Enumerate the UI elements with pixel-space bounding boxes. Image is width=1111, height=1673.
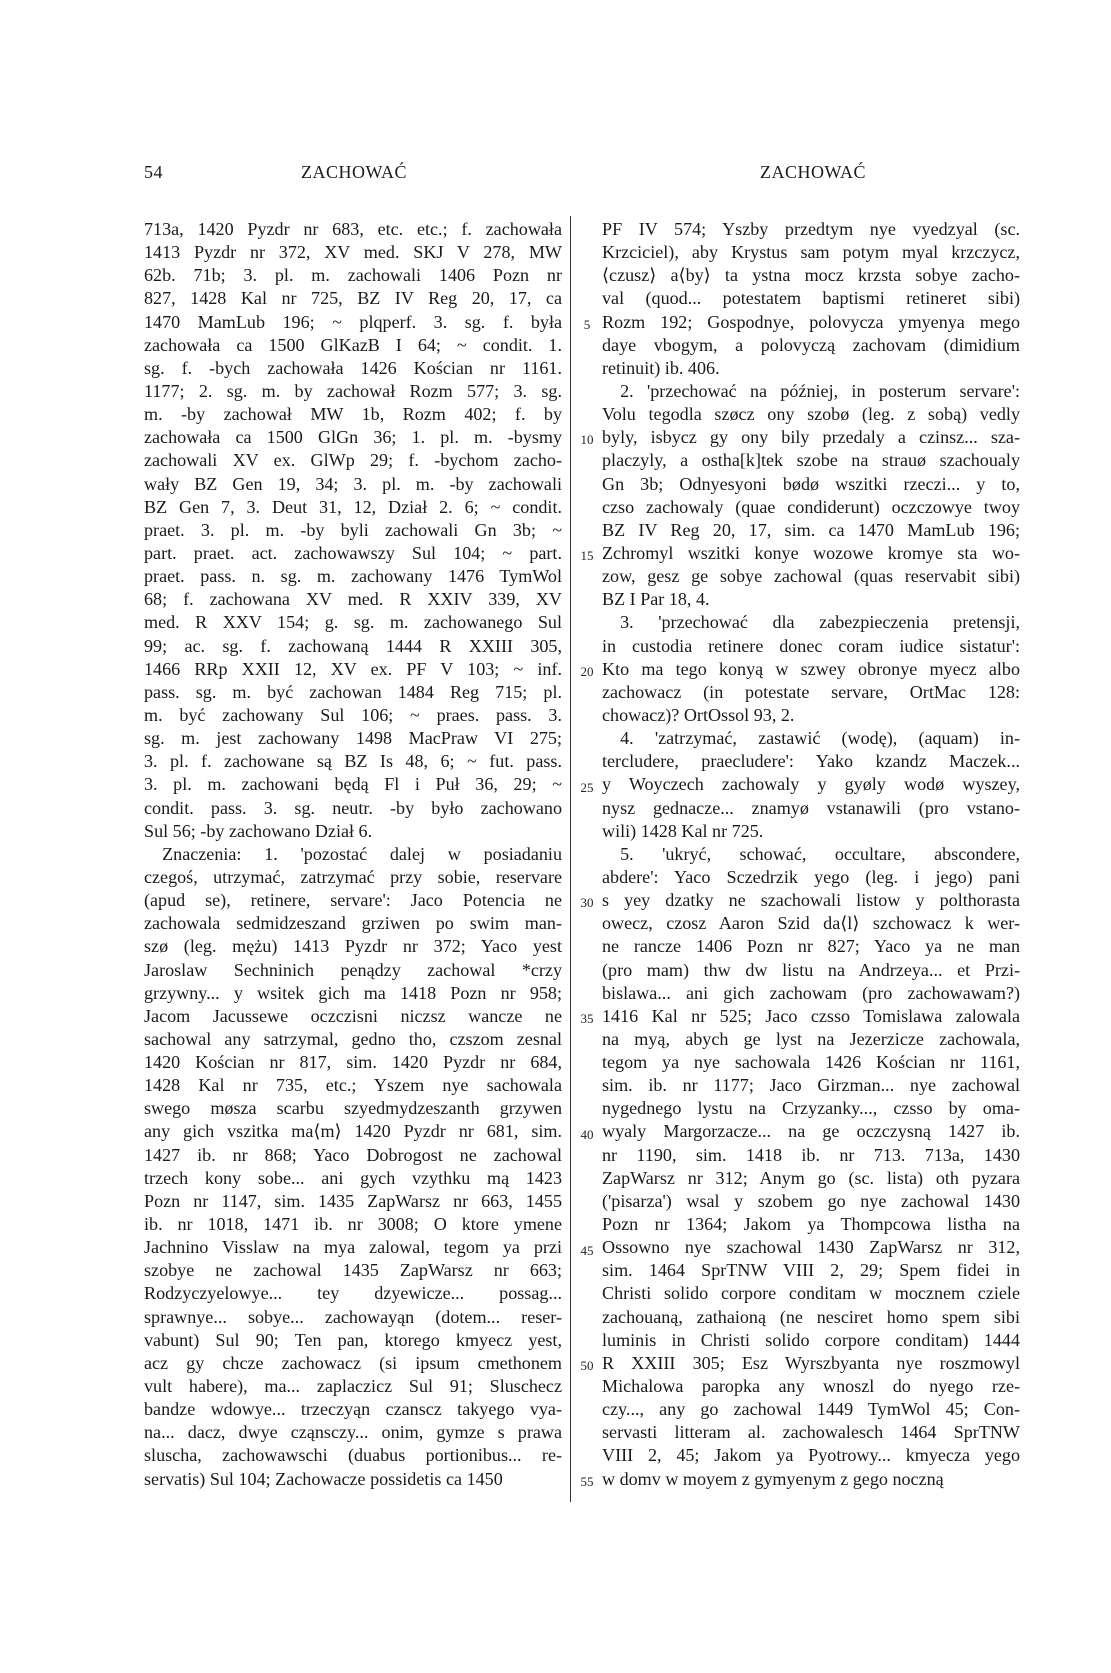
text-line: sprawnye... sobye... zachowayąn (dotem... reser-: [144, 1306, 562, 1327]
text-line: 1416 Kal nr 525; Jaco czsso Tomislawa zalowala: [602, 1005, 1020, 1026]
text-line: VIII 2, 45; Jakom ya Pyotrowy... kmyecza yego: [602, 1445, 1020, 1466]
text-line: szobye ne zachowal 1435 ZapWarsz nr 663;: [144, 1260, 562, 1281]
text-line: 1413 Pyzdr nr 372, XV med. SKJ V 278, MW: [144, 242, 562, 263]
text-line: sim. 1464 SprTNW VIII 2, 29; Spem fidei in: [602, 1260, 1020, 1281]
text-line: Volu tegodla szøcz ony szobø (leg. z sobą) vedly: [602, 404, 1020, 425]
text-line: czso zachowaly (quae condiderunt) oczczowye twoy: [602, 496, 1020, 517]
text-line: acz gy chcze zachowacz (si ipsum cmethonem: [144, 1352, 562, 1373]
text-line: szø (leg. mężu) 1413 Pyzdr nr 372; Yaco yest: [144, 936, 562, 957]
text-line: 3. pl. f. zachowane są BZ Is 48, 6; ~ fut. pass.: [144, 751, 562, 772]
text-line: zachowacz (in potestate servare, OrtMac 128:: [602, 681, 1020, 702]
text-line: 3. pl. m. zachowani będą Fl i Puł 36, 29; ~: [144, 774, 562, 795]
line-number: 50: [580, 1358, 594, 1374]
text-line: condit. pass. 3. sg. neutr. -by było zachowano: [144, 797, 562, 818]
text-line: Sul 56; -by zachowano Dział 6.: [144, 820, 373, 841]
text-line: Rodzyczyelowye... tey dzyewicze... possag...: [144, 1283, 562, 1304]
text-line: wili) 1428 Kal nr 725.: [602, 820, 764, 841]
column-rule: [570, 216, 571, 1502]
text-line: praet. 3. pl. m. -by byli zachowali Gn 3b; ~: [144, 519, 562, 540]
text-line: Rozm 192; Gospodnye, polovycza ymyenya mego: [602, 311, 1020, 332]
text-line: Krzciciel), aby Krystus sam potym myal krzczycz,: [602, 242, 1020, 263]
text-line: m. -by zachował MW 1b, Rozm 402; f. by: [144, 404, 562, 425]
text-line: 2. 'przechować na później, in posterum servare':: [602, 380, 1020, 401]
text-line: sim. ib. nr 1177; Jaco Girzman... nye zachowal: [602, 1075, 1020, 1096]
line-number: 10: [580, 432, 594, 448]
text-line: ne rancze 1406 Pozn nr 827; Yaco ya ne man: [602, 936, 1020, 957]
line-number: 40: [580, 1126, 594, 1142]
text-line: 713a, 1420 Pyzdr nr 683, etc. etc.; f. zachowała: [144, 219, 562, 239]
text-line: nygednego lystu na Crzyzanky..., czsso by oma-: [602, 1098, 1020, 1119]
line-number: 15: [580, 548, 594, 564]
text-line: R XXIII 305; Esz Wyrszbyanta nye roszmowyl: [602, 1352, 1020, 1373]
text-line: servasti litteram al. zachowalesch 1464 SprTNW: [602, 1422, 1020, 1443]
text-line: Ossowno nye szachowal 1430 ZapWarsz nr 312,: [602, 1237, 1020, 1258]
line-number: 25: [580, 779, 594, 795]
text-line: Gn 3b; Odnyesyoni bødø wszitki rzeczi... y to,: [602, 473, 1020, 494]
text-line: Znaczenia: 1. 'pozostać dalej w posiadaniu: [144, 843, 562, 864]
text-line: 1420 Kościan nr 817, sim. 1420 Pyzdr nr 684,: [144, 1052, 562, 1073]
line-number: 20: [580, 663, 594, 679]
text-line: part. praet. act. zachowawszy Sul 104; ~ part.: [144, 542, 562, 563]
text-line: (apud se), retinere, servare': Jaco Potencia ne: [144, 890, 562, 911]
text-line: 1466 RRp XXII 12, XV ex. PF V 103; ~ inf.: [144, 658, 562, 679]
text-line: nr 1190, sim. 1418 ib. nr 713. 713a, 1430: [602, 1144, 1020, 1165]
text-line: med. R XXV 154; g. sg. m. zachowanego Sul: [144, 612, 562, 633]
text-line: 1427 ib. nr 868; Yaco Dobrogost ne zachowal: [144, 1144, 562, 1165]
text-line: nysz gednacze... znamyø vstanawili (pro vstano-: [602, 797, 1020, 818]
line-number: 5: [583, 316, 591, 332]
text-line: BZ Gen 7, 3. Deut 31, 12, Dział 2. 6; ~ condit.: [144, 496, 562, 517]
text-line: ('pisarza') wsal y szobem go nye zachowal 1430: [602, 1190, 1020, 1211]
text-line: (pro mam) thw dw listu na Andrzeya... et Przi-: [602, 959, 1020, 980]
text-line: Kto ma tego konyą w szwey obronye myecz albo: [602, 658, 1020, 679]
text-line: tercludere, praecludere': Yako kzandz Maczek...: [602, 751, 1020, 772]
text-line: 62b. 71b; 3. pl. m. zachowali 1406 Pozn nr: [144, 265, 562, 286]
text-line: 1470 MamLub 196; ~ plqperf. 3. sg. f. była: [144, 311, 562, 332]
text-line: zachowala sedmidzeszand grziwen po swim man-: [144, 913, 562, 934]
text-line: 4. 'zatrzymać, zastawić (wodę), (aquam) in-: [602, 728, 1020, 749]
text-line: 1177; 2. sg. m. by zachował Rozm 577; 3. sg.: [144, 380, 562, 401]
text-line: any gich vszitka ma⟨m⟩ 1420 Pyzdr nr 681, sim.: [144, 1121, 562, 1142]
line-number: 55: [580, 1474, 594, 1490]
running-head-left: ZACHOWAĆ: [301, 162, 407, 182]
text-line: zachowali XV ex. GlWp 29; f. -bychom zacho-: [144, 450, 562, 471]
text-line: 827, 1428 Kal nr 725, BZ IV Reg 20, 17, ca: [144, 288, 562, 309]
text-line: luminis in Christi solido corpore conditam) 1444: [602, 1329, 1020, 1350]
page-number: 54: [144, 162, 163, 182]
text-line: daye vbogym, a polovyczą zachovam (dimidium: [602, 334, 1020, 355]
text-line: wyaly Margorzacze... na ge oczczysną 1427 ib.: [602, 1121, 1020, 1142]
text-line: vult habere), ma... zaplaczicz Sul 91; Sluschecz: [144, 1376, 562, 1397]
text-line: vabunt) Sul 90; Ten pan, ktorego kmyecz yest,: [144, 1329, 562, 1350]
text-line: y Woyczech zachowaly y gyøly wodø wyszey,: [602, 774, 1020, 795]
text-line: ib. nr 1018, 1471 ib. nr 3008; O ktore ymene: [144, 1214, 562, 1235]
text-line: sachowal any satrzymal, gedno tho, czszom zesnal: [144, 1028, 562, 1049]
text-line: byly, isbycz gy ony bily przedaly a czinsz... sza-: [602, 427, 1020, 448]
text-line: na myą, abych ge lyst na Jezerzicze zachowala,: [602, 1028, 1020, 1049]
text-line: zow, gesz ge sobye zachowal (quas reservabit sibi): [602, 566, 1020, 587]
text-line: abdere': Yaco Sczedrzik yego (leg. i jego) pani: [602, 866, 1020, 887]
text-line: sluscha, zachowawschi (duabus portionibus... re-: [144, 1445, 562, 1466]
text-line: czy..., any go zachowal 1449 TymWol 45; Con-: [602, 1399, 1020, 1420]
text-line: Jaroslaw Sechninich penądzy zachowal *crzy: [144, 959, 562, 980]
text-line: Pozn nr 1364; Jakom ya Thompcowa listha na: [602, 1214, 1020, 1235]
right-column: [602, 218, 1020, 1491]
text-line: 3. 'przechować dla zabezpieczenia pretensji,: [602, 612, 1020, 633]
text-line: bislawa... ani gich zachowam (pro zachowawam?): [602, 982, 1020, 1003]
text-line: tegom ya nye sachowala 1426 Kościan nr 1161,: [602, 1052, 1020, 1073]
text-line: in custodia retinere donec coram iudice sistatur':: [602, 635, 1020, 656]
text-line: m. być zachowany Sul 106; ~ praes. pass. 3.: [144, 704, 562, 725]
text-line: Michalowa paropka any wnoszl do nyego rze-: [602, 1376, 1020, 1397]
left-column: [144, 218, 562, 1491]
running-head-right: ZACHOWAĆ: [760, 162, 866, 182]
text-line: pass. sg. m. być zachowan 1484 Reg 715; pl.: [144, 681, 562, 702]
text-line: trzech kony sobe... ani gych vzythku mą 1423: [144, 1167, 562, 1188]
text-line: swego møsza scarbu szyedmydzeszanth grzywen: [144, 1098, 562, 1119]
text-line: sg. f. -bych zachowała 1426 Kościan nr 1161.: [144, 357, 562, 378]
text-line: retinuit) ib. 406.: [602, 357, 720, 378]
text-line: praet. pass. n. sg. m. zachowany 1476 TymWol: [144, 566, 562, 587]
text-line: Jachnino Visslaw na mya zalowal, tegom ya przi: [144, 1237, 562, 1258]
text-line: placzyly, a ostha[k]tek szobe na strauø szachoualy: [602, 450, 1020, 471]
text-line: Zchromyl wszitki konye wozowe kromye sta wo-: [602, 542, 1020, 563]
line-number: 30: [580, 895, 594, 911]
text-line: Jacom Jacussewe oczczisni niczsz wancze ne: [144, 1005, 562, 1026]
text-line: Christi solido corpore conditam w mocznem cziele: [602, 1283, 1020, 1304]
text-line: chowacz)? OrtOssol 93, 2.: [602, 704, 795, 725]
text-line: BZ IV Reg 20, 17, sim. ca 1470 MamLub 196;: [602, 519, 1020, 540]
text-line: zachowała ca 1500 GlKazB I 64; ~ condit. 1.: [144, 334, 562, 355]
text-line: 68; f. zachowana XV med. R XXIV 339, XV: [144, 589, 562, 610]
text-line: servatis) Sul 104; Zachowacze possidetis ca 1450: [144, 1468, 503, 1489]
text-line: zachouaną, zathaioną (ne nesciret homo spem sibi: [602, 1306, 1020, 1327]
text-line: zachowała ca 1500 GlGn 36; 1. pl. m. -bysmy: [144, 427, 562, 448]
text-line: 5. 'ukryć, schować, occultare, abscondere,: [602, 843, 1020, 864]
line-number: 35: [580, 1011, 594, 1027]
text-line: s yey dzatky ne szachowali listow y polthorasta: [602, 890, 1020, 911]
text-line: wały BZ Gen 19, 34; 3. pl. m. -by zachowali: [144, 473, 562, 494]
line-number: 45: [580, 1242, 594, 1258]
text-line: czegoś, utrzymać, zatrzymać przy sobie, reservare: [144, 866, 562, 887]
text-line: PF IV 574; Yszby przedtym nye vyedzyal (sc.: [602, 219, 1020, 239]
text-line: w domv w moyem z gymyenym z gego noczną: [602, 1468, 944, 1489]
text-line: val (quod... potestatem baptismi retineret sibi): [602, 288, 1020, 309]
text-line: Pozn nr 1147, sim. 1435 ZapWarsz nr 663, 1455: [144, 1190, 562, 1211]
text-line: BZ I Par 18, 4.: [602, 589, 710, 610]
text-line: ZapWarsz nr 312; Anym go (sc. lista) oth pyzara: [602, 1167, 1020, 1188]
text-line: sg. m. jest zachowany 1498 MacPraw VI 275;: [144, 728, 562, 749]
text-line: owecz, czosz Aaron Szid da⟨l⟩ szchowacz k wer-: [602, 913, 1020, 934]
text-line: ⟨czusz⟩ a⟨by⟩ ta ystna mocz krzsta sobye zacho-: [602, 265, 1020, 286]
text-line: grzywny... y wsitek gich ma 1418 Pozn nr 958;: [144, 982, 562, 1003]
text-line: bandze wdowye... trzeczyąn czanscz takyego vya-: [144, 1399, 562, 1420]
text-line: 99; ac. sg. f. zachowaną 1444 R XXIII 305,: [144, 635, 562, 656]
text-line: na... dacz, dwye cząnsczy... onim, gymze s prawa: [144, 1422, 562, 1443]
text-line: 1428 Kal nr 735, etc.; Yszem nye sachowala: [144, 1075, 562, 1096]
